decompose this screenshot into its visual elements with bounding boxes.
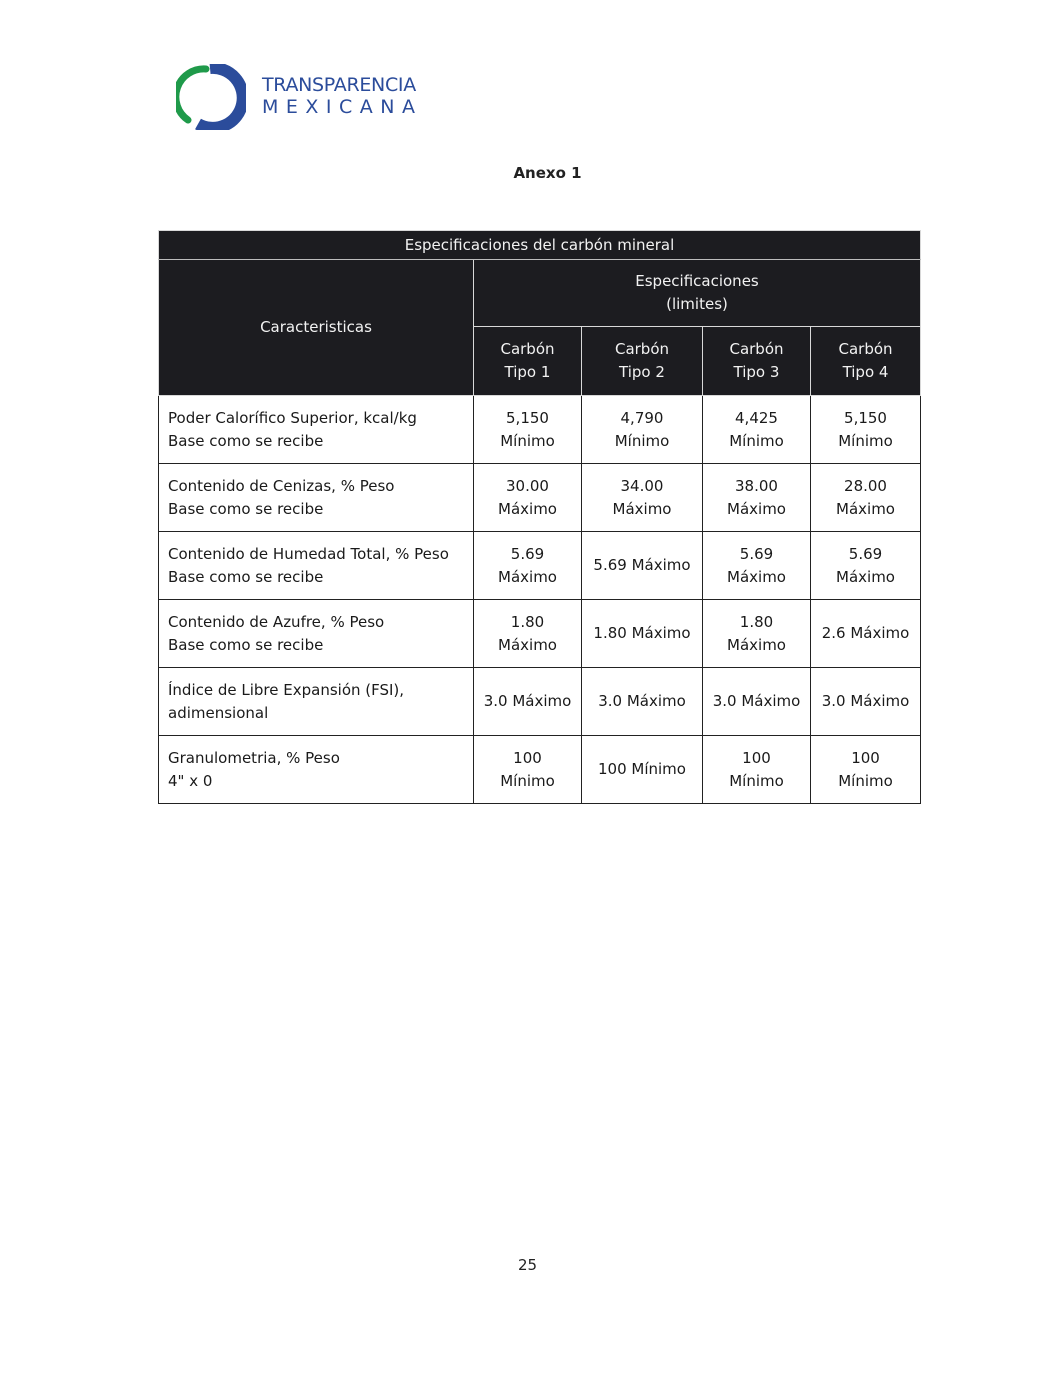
feature-text: 4" x 0: [168, 771, 213, 790]
value-cell: [474, 396, 582, 464]
value-cell: [582, 532, 703, 600]
table-row: [159, 600, 921, 668]
value-cell: [811, 464, 921, 532]
feature-text: Base como se recibe: [168, 635, 324, 654]
spec-header-line: (limites): [666, 295, 728, 313]
feature-cell: [159, 464, 474, 532]
table-row: [159, 464, 921, 532]
value-cell: [582, 736, 703, 804]
value-text: 3.0 Máximo: [712, 692, 801, 710]
value-cell: [703, 736, 811, 804]
feature-cell: [159, 532, 474, 600]
transparencia-mexicana-logo-icon: [176, 64, 246, 130]
value-text: Mínimo: [729, 771, 784, 790]
value-cell: [703, 600, 811, 668]
value-text: Máximo: [612, 499, 672, 518]
value-text: Máximo: [836, 567, 895, 586]
value-cell: [811, 736, 921, 804]
coal-type-header-line: Carbón: [729, 340, 784, 358]
logo: [176, 64, 426, 134]
value-text: 1.80 Máximo: [593, 624, 691, 642]
table-title: Especificaciones del carbón mineral: [159, 231, 921, 260]
value-text: 5,150: [844, 408, 887, 427]
feature-text: Base como se recibe: [168, 567, 324, 586]
value-text: 1.80: [739, 612, 774, 631]
value-cell: [811, 396, 921, 464]
coal-type-header-line: Carbón: [838, 340, 893, 358]
feature-text: Base como se recibe: [168, 431, 324, 450]
value-cell: [474, 668, 582, 736]
value-cell: [703, 668, 811, 736]
feature-text: Poder Calorífico Superior, kcal/kg: [168, 408, 417, 427]
value-text: 100: [513, 748, 542, 767]
logo-text-line1: TRANSPARENCIA: [262, 74, 416, 96]
value-cell: [582, 396, 703, 464]
value-text: Mínimo: [729, 431, 784, 450]
value-text: 4,425: [735, 408, 778, 427]
page-number: 25: [517, 1256, 538, 1274]
feature-text: adimensional: [168, 703, 269, 722]
value-text: Máximo: [836, 499, 895, 518]
value-text: Máximo: [498, 635, 557, 654]
value-text: 5.69 Máximo: [593, 556, 691, 574]
feature-cell: [159, 736, 474, 804]
spec-header-line: Especificaciones: [635, 272, 759, 290]
table-row: [159, 668, 921, 736]
value-cell: [811, 532, 921, 600]
logo-text-line2: MEXICANA: [262, 96, 423, 118]
value-cell: [703, 464, 811, 532]
annex-title: Anexo 1: [513, 164, 582, 182]
feature-header: Caracteristicas: [159, 260, 474, 396]
table-row: [159, 396, 921, 464]
value-text: 5.69: [739, 544, 774, 563]
value-text: 2.6 Máximo: [821, 624, 910, 642]
value-text: 38.00: [735, 476, 778, 495]
annex-title-container: [0, 164, 1055, 182]
value-text: 34.00: [620, 476, 664, 495]
value-text: Máximo: [498, 567, 557, 586]
feature-cell: [159, 668, 474, 736]
value-text: 5,150: [506, 408, 549, 427]
value-text: Máximo: [727, 499, 786, 518]
coal-type-header-line: Tipo 1: [504, 363, 551, 381]
value-text: 30.00: [506, 476, 549, 495]
value-text: 3.0 Máximo: [483, 692, 572, 710]
value-text: 100: [851, 748, 880, 767]
value-text: 5.69: [510, 544, 545, 563]
feature-cell: [159, 396, 474, 464]
value-cell: [474, 600, 582, 668]
value-cell: [474, 736, 582, 804]
value-cell: [811, 668, 921, 736]
value-text: Mínimo: [838, 431, 893, 450]
value-text: Mínimo: [500, 771, 555, 790]
value-text: Máximo: [498, 499, 557, 518]
feature-text: Contenido de Humedad Total, % Peso: [168, 544, 449, 563]
value-cell: [582, 600, 703, 668]
coal-type-header: [582, 327, 703, 396]
value-text: 1.80: [510, 612, 545, 631]
table-row: [159, 736, 921, 804]
value-text: 3.0 Máximo: [598, 692, 686, 710]
table-row: [159, 532, 921, 600]
feature-cell: [159, 600, 474, 668]
coal-type-header: [811, 327, 921, 396]
value-cell: [474, 532, 582, 600]
value-cell: [582, 464, 703, 532]
coal-type-header: [703, 327, 811, 396]
coal-type-header-line: Carbón: [500, 340, 555, 358]
value-text: Mínimo: [614, 431, 670, 450]
coal-type-header-line: Tipo 4: [842, 363, 889, 381]
value-cell: [703, 532, 811, 600]
value-cell: [703, 396, 811, 464]
coal-type-header-line: Carbón: [614, 340, 670, 358]
value-text: 100: [742, 748, 771, 767]
value-text: 5.69: [848, 544, 883, 563]
value-text: 28.00: [844, 476, 887, 495]
coal-specifications-table: [158, 230, 921, 804]
feature-text: Base como se recibe: [168, 499, 324, 518]
spec-header: [474, 260, 921, 327]
feature-text: Contenido de Cenizas, % Peso: [168, 476, 395, 495]
value-cell: [811, 600, 921, 668]
value-text: Mínimo: [838, 771, 893, 790]
value-text: Máximo: [727, 567, 786, 586]
value-text: Máximo: [727, 635, 786, 654]
value-text: 4,790: [620, 408, 664, 427]
value-cell: [582, 668, 703, 736]
coal-type-header-line: Tipo 2: [619, 363, 665, 381]
value-text: 3.0 Máximo: [821, 692, 910, 710]
coal-type-header-line: Tipo 3: [733, 363, 780, 381]
value-text: Mínimo: [500, 431, 555, 450]
value-text: 100 Mínimo: [598, 760, 686, 778]
feature-text: Contenido de Azufre, % Peso: [168, 612, 385, 631]
feature-text: Índice de Libre Expansión (FSI),: [168, 680, 405, 699]
feature-text: Granulometria, % Peso: [168, 748, 340, 767]
value-cell: [474, 464, 582, 532]
coal-type-header: [474, 327, 582, 396]
